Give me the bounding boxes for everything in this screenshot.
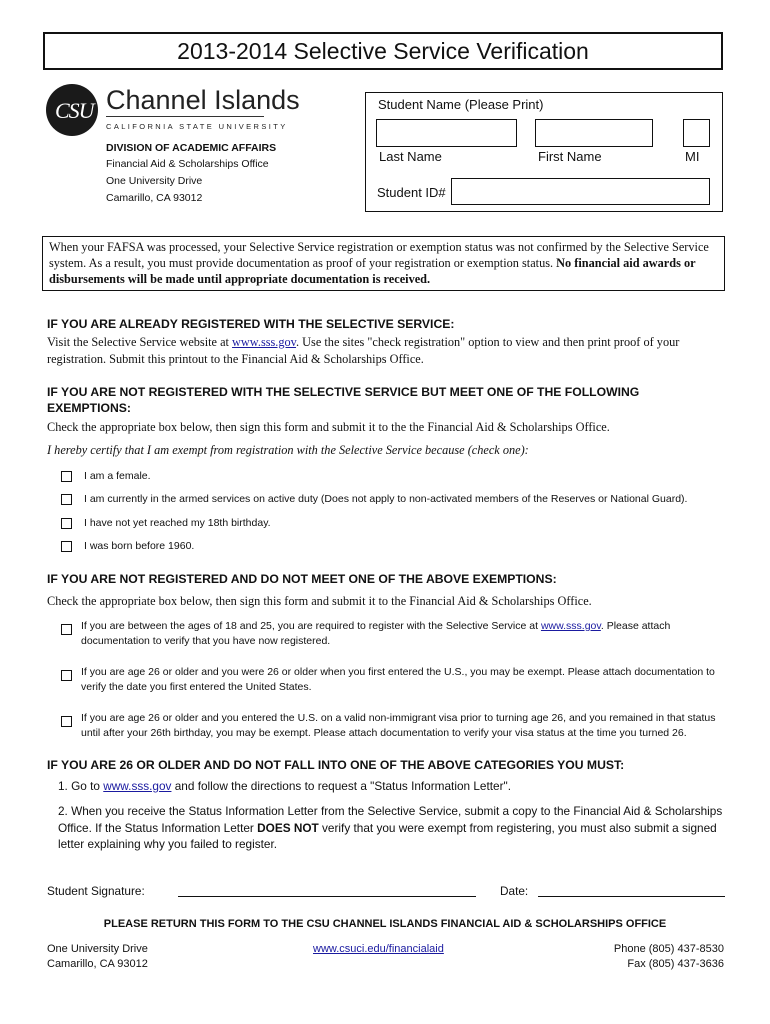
last-name-field[interactable] — [376, 119, 517, 147]
sss-link[interactable]: www.sss.gov — [232, 335, 297, 349]
option-age-26-visa: If you are age 26 or older and you entered the U.S. on a valid non-immigrant visa prior to turning age 26, and you remained in that status until after your 26th birthday, you may be exempt. Please attach documentation to verify your visa status at the time you turned 26. — [81, 712, 716, 739]
first-name-field[interactable] — [535, 119, 653, 147]
checkbox-age-18-25[interactable] — [61, 624, 72, 635]
footer-city: Camarillo, CA 93012 — [47, 958, 148, 970]
checkbox-age-26-entered[interactable] — [61, 670, 72, 681]
office-city: Camarillo, CA 93012 — [106, 192, 203, 204]
first-name-label: First Name — [538, 149, 602, 164]
notice-text: When your FAFSA was processed, your Selective Service registration or exemption status was not confirmed by the Selective Service system. As a result, you must provide documentation as proof of your registration or exemption status. — [49, 240, 709, 270]
form-title: 2013-2014 Selective Service Verification — [43, 32, 723, 70]
student-name-heading: Student Name (Please Print) — [378, 97, 544, 112]
sss-link-status[interactable]: www.sss.gov — [103, 779, 172, 793]
logo-divider — [106, 116, 264, 117]
student-id-field[interactable] — [451, 178, 710, 205]
campus-name: Channel Islands — [106, 85, 300, 115]
last-name-label: Last Name — [379, 149, 442, 164]
section-exempt-certify: I hereby certify that I am exempt from registration with the Selective Service because (check one): — [47, 443, 529, 457]
notice-box — [42, 236, 725, 291]
section-exempt-instruction: Check the appropriate box below, then sign this form and submit it to the the Financial Aid & Scholarships Office. — [47, 420, 610, 434]
checkbox-under-18[interactable] — [61, 518, 72, 529]
division-heading: DIVISION OF ACADEMIC AFFAIRS — [106, 142, 277, 154]
mi-label: MI — [685, 149, 700, 164]
csu-logo-text: CSU — [55, 98, 94, 123]
date-label: Date: — [500, 884, 529, 898]
step-2-emphasis: DOES NOT — [257, 820, 319, 835]
section-registered-heading: IF YOU ARE ALREADY REGISTERED WITH THE SELECTIVE SERVICE: — [47, 317, 455, 331]
step-1-number: 1. Go to — [58, 779, 100, 793]
step-1-text: and follow the directions to request a "Status Information Letter". — [174, 779, 511, 793]
university-name: CALIFORNIA STATE UNIVERSITY — [106, 122, 288, 131]
office-name: Financial Aid & Scholarships Office — [106, 158, 269, 170]
student-id-label: Student ID# — [377, 185, 446, 200]
option-under-18: I have not yet reached my 18th birthday. — [84, 517, 271, 529]
checkbox-female[interactable] — [61, 471, 72, 482]
office-street: One University Drive — [106, 175, 203, 187]
checkbox-active-duty[interactable] — [61, 494, 72, 505]
step-2-text: 2. When you receive the Status Information Letter from the Selective Service, submit a copy to the Financial Aid & Scholarships Office. If the Status Information Letter — [58, 804, 723, 835]
sss-link-register[interactable]: www.sss.gov — [540, 620, 601, 632]
return-notice: PLEASE RETURN THIS FORM TO THE CSU CHANNEL ISLANDS FINANCIAL AID & SCHOLARSHIPS OFFICE — [103, 918, 667, 930]
option-age-18-25-text: If you are between the ages of 18 and 25, you are required to register with the Selective Service at — [81, 620, 539, 632]
section-exempt-heading: IF YOU ARE NOT REGISTERED WITH THE SELECTIVE SERVICE BUT MEET ONE OF THE FOLLOWING EXEMPTIONS: — [47, 385, 640, 415]
option-age-18-25-attach: . Please attach documentation to verify that you have now registered. — [81, 620, 671, 647]
date-line[interactable] — [538, 896, 725, 897]
footer-street: One University Drive — [47, 943, 148, 955]
option-age-18-25 — [81, 619, 721, 649]
footer-phone: Phone (805) 437-8530 — [613, 943, 724, 955]
financial-aid-website-link[interactable]: www.csuci.edu/financialaid — [313, 943, 444, 955]
middle-initial-field[interactable] — [683, 119, 710, 147]
section-registered-intro: Visit the Selective Service website at — [47, 335, 229, 349]
footer-fax: Fax (805) 437-3636 — [627, 958, 724, 970]
signature-label: Student Signature: — [47, 884, 145, 898]
option-active-duty: I am currently in the armed services on active duty (Does not apply to non-activated members of the Reserves or National Guard). — [84, 493, 688, 505]
section-26-older-heading: IF YOU ARE 26 OR OLDER AND DO NOT FALL INTO ONE OF THE ABOVE CATEGORIES YOU MUST: — [47, 758, 625, 772]
section-registered-text — [47, 334, 717, 368]
checkbox-age-26-visa[interactable] — [61, 716, 72, 727]
signature-line[interactable] — [178, 896, 476, 897]
option-female: I am a female. — [84, 470, 151, 482]
section-not-registered-heading: IF YOU ARE NOT REGISTERED AND DO NOT MEET ONE OF THE ABOVE EXEMPTIONS: — [47, 572, 557, 586]
notice-warning: No financial aid awards or disbursements will be made until appropriate documentation is received. — [49, 256, 696, 286]
step-1 — [58, 779, 511, 793]
section-registered-instructions: . Use the sites "check registration" option to view and then print proof of your registration. Submit this printout to the Financial Aid & Scholarships Office. — [47, 335, 680, 366]
option-born-before-1960: I was born before 1960. — [84, 540, 195, 552]
option-age-26-entered: If you are age 26 or older and you were 26 or older when you first entered the U.S., you may be exempt. Please attach documentation to verify the date you first entered the United States. — [81, 666, 715, 693]
step-2-text-end: verify that you were exempt from registering, you must also submit a signed letter explaining why you failed to register. — [58, 820, 717, 851]
checkbox-born-before-1960[interactable] — [61, 541, 72, 552]
step-2 — [58, 803, 723, 853]
section-not-registered-instruction: Check the appropriate box below, then sign this form and submit it to the Financial Aid & Scholarships Office. — [47, 594, 592, 608]
